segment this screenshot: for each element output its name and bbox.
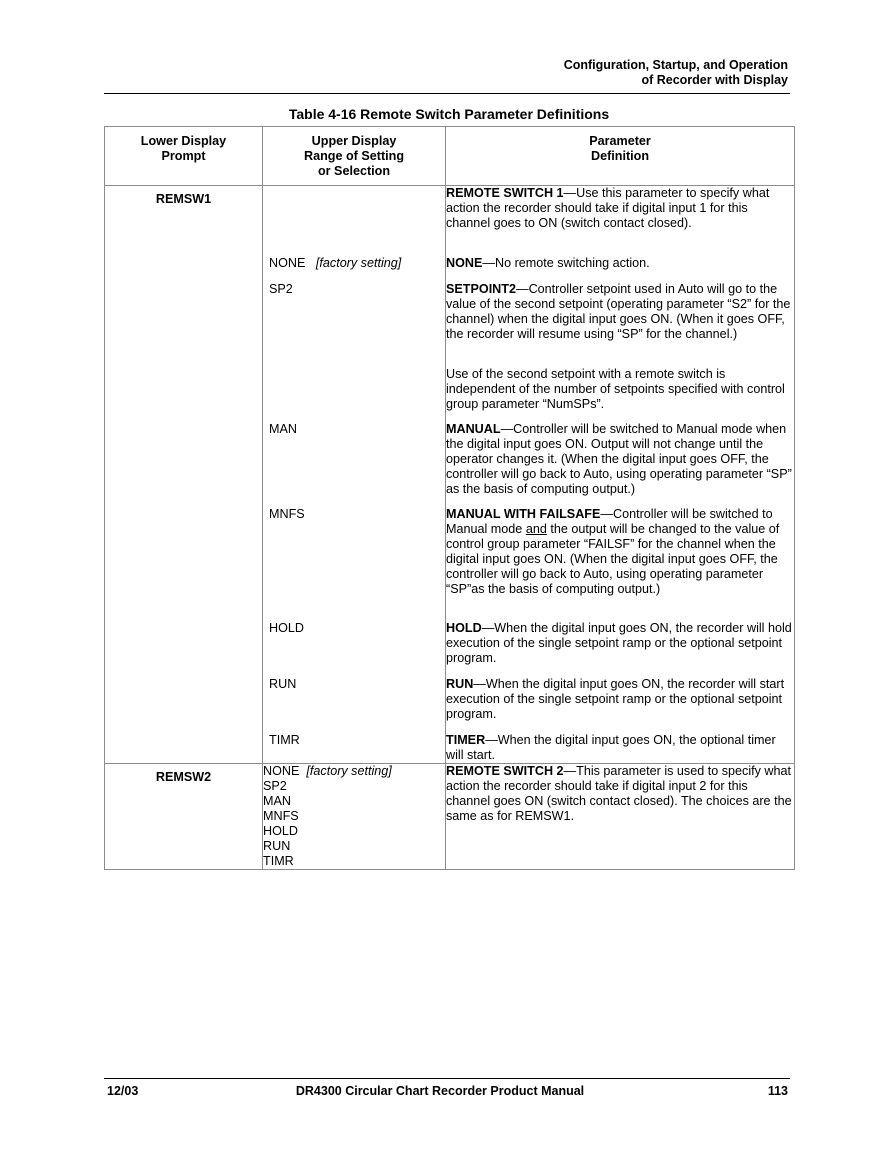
sel2-option: MAN xyxy=(263,794,291,808)
header-rule xyxy=(104,93,790,94)
sel-none: NONE [factory setting] xyxy=(269,256,402,270)
sel-sp2: SP2 xyxy=(269,282,293,296)
footer-title: DR4300 Circular Chart Recorder Product Manual xyxy=(295,1084,585,1098)
col-header-upper-display: Upper Display Range of Setting or Selection xyxy=(263,127,446,186)
sel2-none: NONE [factory setting] xyxy=(263,764,392,778)
footer-rule xyxy=(104,1078,790,1079)
sel2-option: MNFS xyxy=(263,809,299,823)
header-line-2: of Recorder with Display xyxy=(641,73,788,87)
sel2-option: HOLD xyxy=(263,824,298,838)
sel-hold: HOLD xyxy=(269,621,304,635)
remote-switch-table xyxy=(104,126,795,870)
sel-mnfs: MNFS xyxy=(269,507,305,521)
col-header-parameter-definition: Parameter Definition xyxy=(446,127,795,186)
selections-remsw2 xyxy=(263,764,446,870)
def-hold: HOLD—When the digital input goes ON, the recorder will hold execution of the single setpoint ramp or the optional setpoint program. xyxy=(446,621,792,665)
def-remsw1-intro: REMOTE SWITCH 1—Use this parameter to specify what action the recorder should take if digital input 1 for this channel goes to ON (switch contact closed). xyxy=(446,186,770,230)
sel2-option: RUN xyxy=(263,839,291,853)
definitions-remsw1 xyxy=(446,186,795,764)
prompt-remsw2: REMSW2 xyxy=(105,764,263,870)
def-mnfs: MANUAL WITH FAILSAFE—Controller will be switched to Manual mode and the output will be changed to the value of control group parameter “FAILSF” for the channel when the digital input goes ON. (When the digital input goes OFF, the controller will go back to Auto, using operating parameter “SP”as the basis of computing output.) xyxy=(446,507,780,596)
table-header-row xyxy=(105,127,795,186)
def-man: MANUAL—Controller will be switched to Manual mode when the digital input goes ON. Output will not change until the operator changes it. (When the digital input goes OFF, the controller will go back to Auto, using operating parameter “SP” as the basis of computing output.) xyxy=(446,422,792,496)
col-header-lower-display: Lower Display Prompt xyxy=(105,127,263,186)
definition-remsw2: REMOTE SWITCH 2—This parameter is used to specify what action the recorder should take if digital input 2 for this channel goes ON (switch contact closed). The choices are the same as for REMSW1. xyxy=(446,764,795,870)
table-row-remsw1 xyxy=(105,186,795,764)
table-caption: Table 4-16 Remote Switch Parameter Definitions xyxy=(288,106,610,122)
page-number: 113 xyxy=(767,1084,788,1098)
sel-man: MAN xyxy=(269,422,297,436)
def-sp2: SETPOINT2—Controller setpoint used in Auto will go to the value of the second setpoint (operating parameter “S2” for the channel) when the digital input goes ON. (When it goes OFF, the recorder will resume using “SP” for the channel.) xyxy=(446,282,791,341)
sel2-option: SP2 xyxy=(263,779,287,793)
footer-date: 12/03 xyxy=(107,1084,139,1098)
prompt-remsw1: REMSW1 xyxy=(105,186,263,764)
def-timr: TIMER—When the digital input goes ON, the optional timer will start. xyxy=(446,733,776,762)
sel-run: RUN xyxy=(269,677,297,691)
def-run: RUN—When the digital input goes ON, the recorder will start execution of the single setpoint ramp or the optional setpoint program. xyxy=(446,677,785,721)
sel2-option: TIMR xyxy=(263,854,294,868)
def-none: NONE—No remote switching action. xyxy=(446,256,650,270)
selections-remsw1 xyxy=(263,186,446,764)
def-sp2-note: Use of the second setpoint with a remote switch is independent of the number of setpoints specified with control group parameter “NumSPs”. xyxy=(446,367,785,411)
table-row-remsw2 xyxy=(105,764,795,870)
running-header xyxy=(564,58,788,88)
header-line-1: Configuration, Startup, and Operation xyxy=(563,58,788,72)
sel-timr: TIMR xyxy=(269,733,300,747)
